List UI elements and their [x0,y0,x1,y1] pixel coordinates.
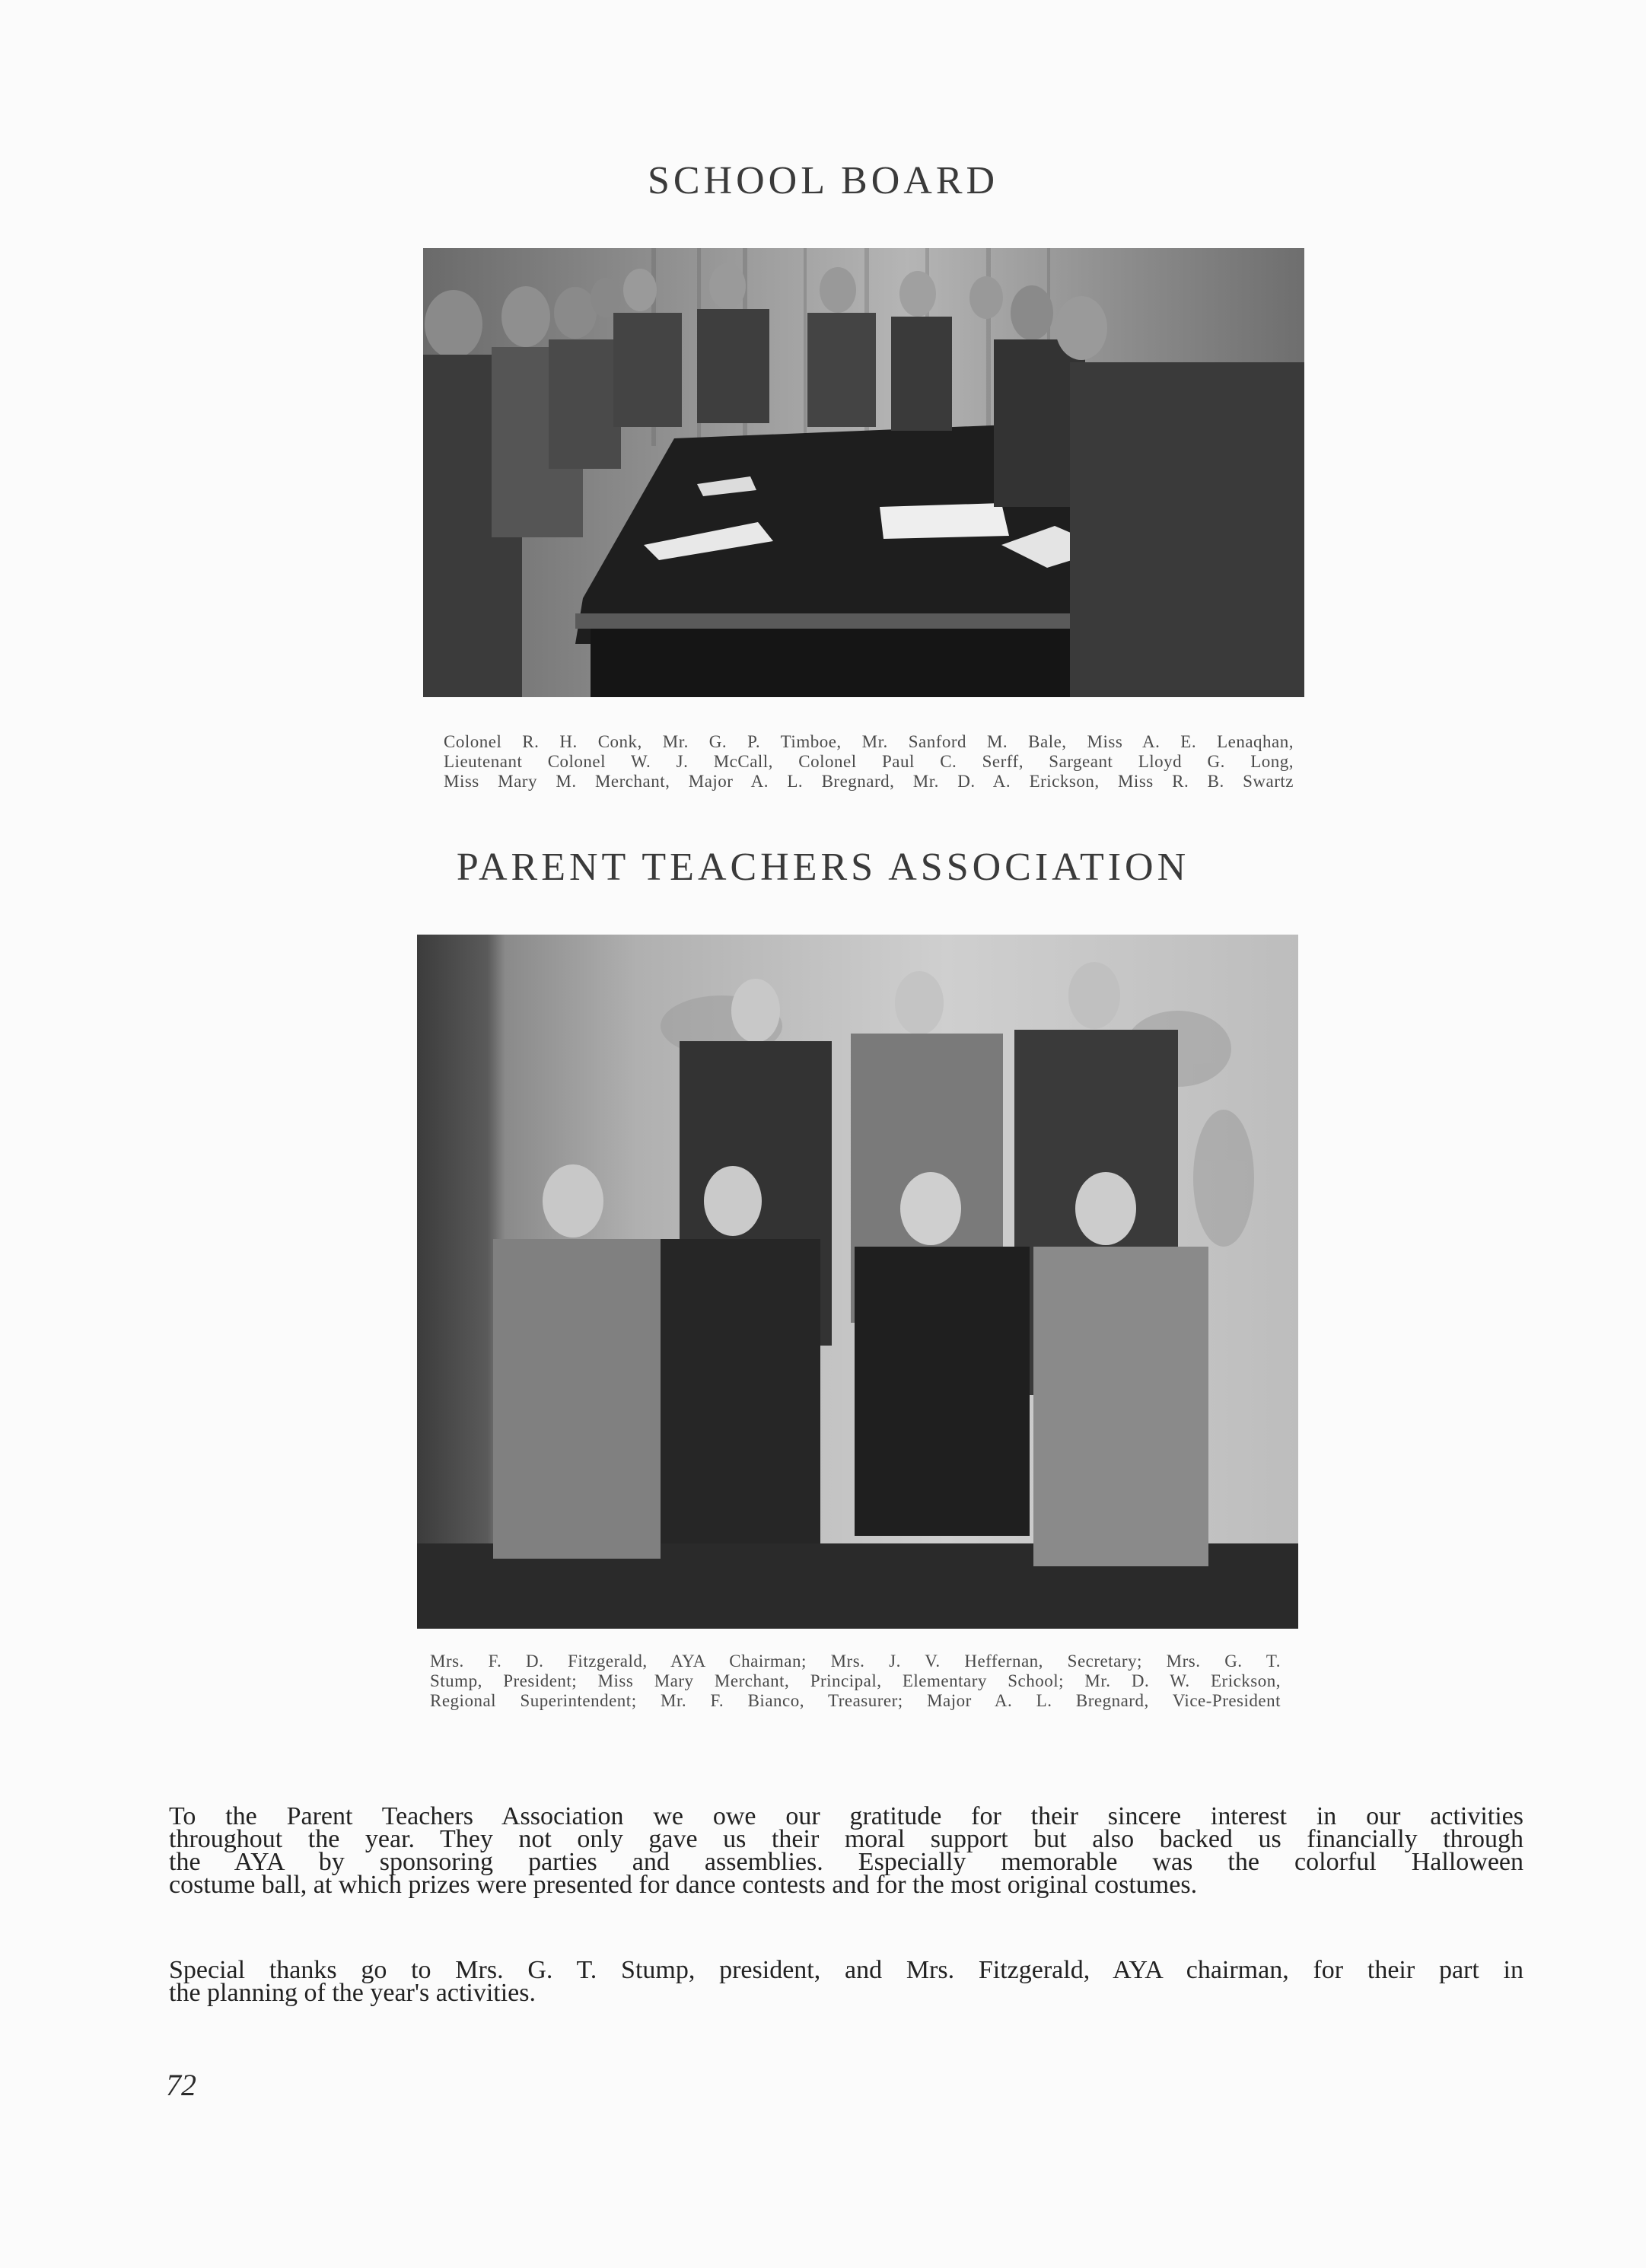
caption-line: Lieutenant Colonel W. J. McCall, Colonel Paul C. Serff, Sargeant Lloyd G. Long, [444,752,1294,771]
paragraph-line: throughout the year. They not only gave us their moral support but also backed us financially through [169,1825,1523,1853]
paragraph-line: To the Parent Teachers Association we owe our gratitude for their sincere interest in our activities [169,1802,1523,1830]
caption-line: Colonel R. H. Conk, Mr. G. P. Timboe, Mr. Sanford M. Bale, Miss A. E. Lenaqhan, [444,732,1294,751]
pta-photo [417,935,1298,1629]
school-board-heading: SCHOOL BOARD [647,159,999,202]
pta-caption [430,1652,1281,1711]
pta-photo-image [417,935,1298,1629]
school-board-photo-image [423,248,1304,697]
school-board-caption [444,732,1294,792]
caption-line: Stump, President; Miss Mary Merchant, Principal, Elementary School; Mr. D. W. Erickson, [430,1671,1281,1690]
caption-line: Regional Superintendent; Mr. F. Bianco, Treasurer; Major A. L. Bregnard, Vice-President [430,1691,1281,1710]
paragraph-line: costume ball, at which prizes were presented for dance contests and for the most original costumes. [169,1871,1198,1899]
paragraph-line: the planning of the year's activities. [169,1979,536,2007]
special-thanks-paragraph [169,1956,1523,2007]
paragraph-line: Special thanks go to Mrs. G. T. Stump, president, and Mrs. Fitzgerald, AYA chairman, for their part in [169,1956,1523,1984]
pta-heading: PARENT TEACHERS ASSOCIATION [456,846,1190,889]
caption-line: Miss Mary M. Merchant, Major A. L. Bregnard, Mr. D. A. Erickson, Miss R. B. Swartz [444,772,1294,791]
paragraph-line: the AYA by sponsoring parties and assemblies. Especially memorable was the colorful Halloween [169,1848,1523,1876]
page-number: 72 [166,2068,196,2102]
caption-line: Mrs. F. D. Fitzgerald, AYA Chairman; Mrs. J. V. Heffernan, Secretary; Mrs. G. T. [430,1652,1281,1671]
school-board-photo [423,248,1304,697]
gratitude-paragraph [169,1802,1523,1899]
